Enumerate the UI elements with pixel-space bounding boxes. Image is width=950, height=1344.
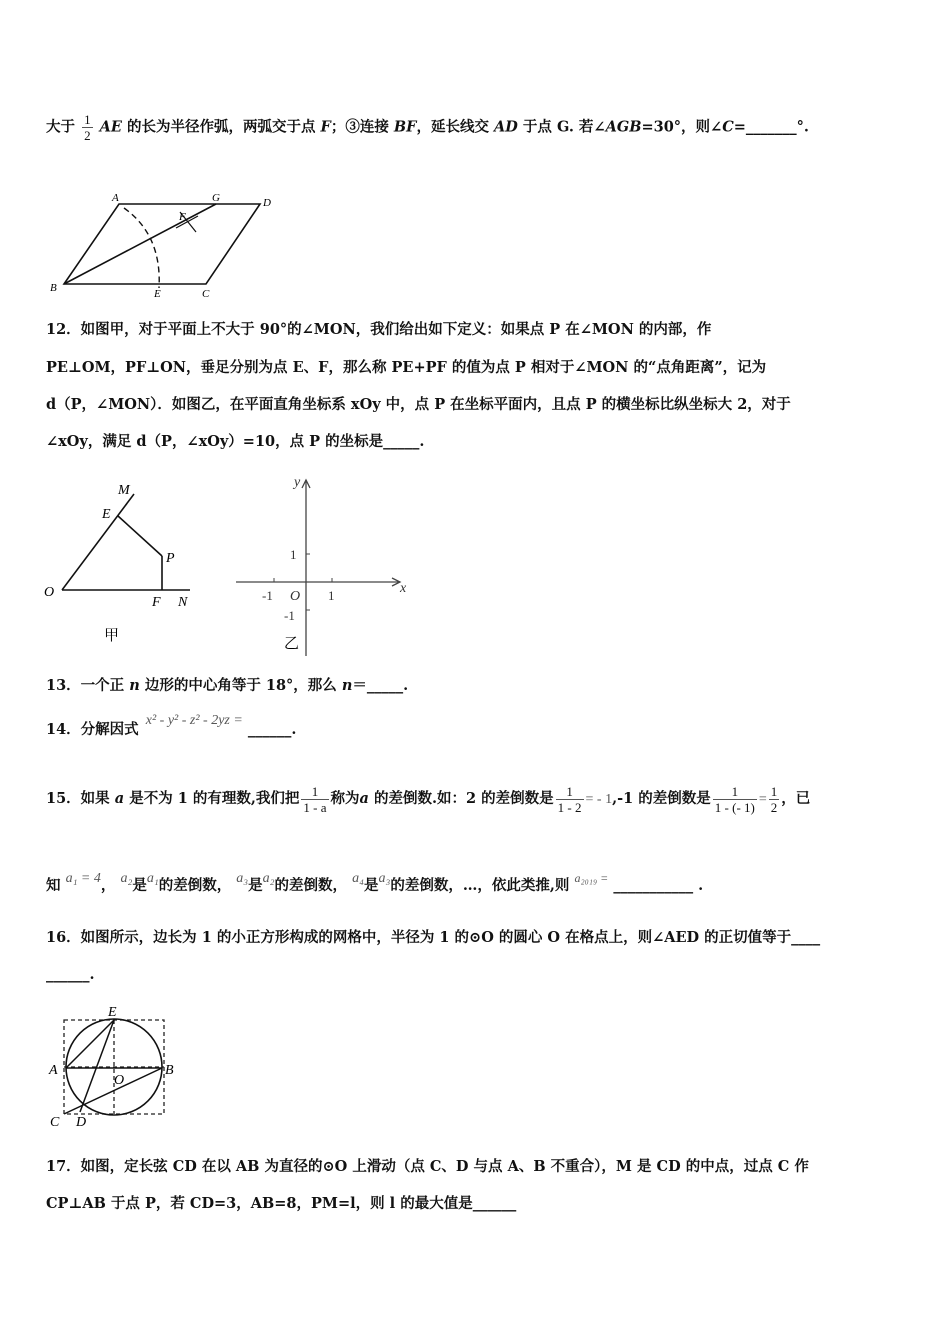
q15-line-1: [46, 774, 810, 824]
label-f: F: [152, 595, 161, 610]
q15-text: 的差倒数，…，依此类推,则: [390, 877, 570, 894]
q11-text-bf: BF: [393, 118, 417, 136]
q13-n: n: [341, 677, 353, 694]
q15-a: a: [114, 790, 125, 807]
q11-text: =30°，则∠: [641, 118, 723, 136]
q11-tail-line: [46, 112, 809, 143]
q11-text: ，延长线交: [416, 118, 495, 136]
label-n: N: [178, 595, 188, 610]
q11-text-c: C: [722, 118, 734, 136]
q15-text: ，: [100, 877, 116, 894]
label-e: E: [154, 288, 161, 300]
q13-answer-blank: ＝_____.: [352, 677, 409, 694]
frac-den: 2: [770, 799, 778, 815]
q11-text: 于点 G. 若∠: [517, 118, 606, 136]
q15-text: 的差倒数，: [274, 877, 348, 894]
q13-text: 13．一个正: [46, 677, 130, 694]
q15-text: 是不为 1 的有理数,我们把: [124, 790, 300, 807]
label-c: C: [50, 1115, 60, 1130]
q15-frac-example-neg1: [713, 784, 757, 815]
q15-text: 的差倒数.如：2 的差倒数是: [368, 790, 554, 807]
q11-text-f: F: [320, 118, 331, 136]
q11-answer-blank: =_______°.: [733, 118, 809, 136]
q15-text: 称为: [330, 790, 360, 807]
q15-a3: a₃: [236, 871, 249, 886]
q15-a1-eq: a₁ = 4: [65, 871, 101, 886]
label-e: E: [102, 507, 111, 522]
label-f: F: [179, 211, 186, 223]
frac-den: 1 - (- 1): [714, 799, 755, 815]
label-g: G: [212, 192, 220, 204]
label-1-x: 1: [328, 588, 335, 603]
q15-frac-reciprocal: [301, 784, 328, 815]
label-1-y: 1: [290, 547, 297, 562]
label-o: O: [44, 585, 55, 600]
label-c: C: [202, 288, 210, 300]
q15-eq: =: [758, 792, 767, 807]
q14-answer-blank: ______.: [247, 721, 297, 738]
q15-eq-neg1: = - 1: [585, 792, 613, 807]
label-x: x: [400, 581, 407, 596]
q17-line-1: 17．如图，定长弦 CD 在以 AB 为直径的⊙O 上滑动（点 C、D 与点 A、B 不重合），M 是 CD 的中点，过点 C 作: [46, 1158, 809, 1175]
q15-a2: a₂: [120, 871, 133, 886]
frac-num: 1: [301, 784, 328, 800]
segment-bc: [64, 1068, 162, 1114]
q15-a2019: a₂₀₁₉ =: [574, 871, 609, 885]
q17-line-2: CP⊥AB 于点 P，若 CD=3，AB=8，PM=l，则 l 的最大值是______: [46, 1195, 517, 1212]
q16-line-2: ______.: [46, 966, 95, 983]
q12-figure-jia: [40, 476, 210, 648]
q15-answer-blank: ___________ .: [613, 877, 704, 894]
frac-num: 1: [556, 784, 584, 800]
frac-num: 1: [713, 784, 757, 800]
q13-text: 边形的中心角等于 18°，那么: [139, 677, 342, 694]
q15-text: 知: [46, 877, 61, 894]
frac-den: 1 - a: [303, 799, 327, 815]
q13-n: n: [129, 677, 140, 694]
q12-line-3: d（P，∠MON）．如图乙，在平面直角坐标系 xOy 中，点 P 在坐标平面内，且点 P 的横坐标比纵坐标大 2，对于: [46, 396, 791, 413]
label-d: D: [76, 1115, 87, 1130]
q12-figure-yi: [228, 470, 418, 660]
label-d: D: [263, 197, 271, 209]
q11-text-ad: AD: [494, 118, 518, 136]
q15-a: a: [359, 790, 369, 807]
q15-frac-half: [769, 784, 780, 815]
q12-line-1: 12．如图甲，对于平面上不大于 90°的∠MON，我们给出如下定义：如果点 P 在∠MON 的内部，作: [46, 321, 712, 338]
q14-label: 14．分解因式: [46, 721, 139, 738]
q15-line-2: [46, 871, 704, 897]
q11-before-frac: 大于: [46, 118, 75, 136]
q11-text-ae: AE: [99, 118, 122, 136]
q15-a3: a₃: [378, 871, 391, 886]
q11-frac-den: 2: [84, 128, 91, 143]
label-o: O: [290, 589, 301, 604]
q15-a1: a₁: [146, 871, 159, 886]
q11-text: ；③连接: [330, 118, 394, 136]
label-a: A: [49, 1063, 58, 1078]
label-a: A: [112, 192, 119, 204]
parallelogram-abcd: [64, 204, 260, 284]
q15-a2: a₂: [262, 871, 275, 886]
q13-line: [46, 676, 408, 696]
q15-text: 15．如果: [46, 790, 115, 807]
q15-a4: a₄: [352, 871, 364, 886]
label-neg1-y: -1: [284, 608, 295, 623]
q15-text: ,-1 的差倒数是: [612, 790, 711, 807]
frac-den: 1 - 2: [557, 799, 582, 815]
segment-ea: [66, 1020, 114, 1068]
q14-expression: x² - y² - z² - 2yz =: [145, 713, 243, 728]
q15-text: 是: [248, 877, 263, 894]
label-y: y: [294, 475, 301, 490]
q11-text-agb: AGB: [605, 118, 642, 136]
q12-line-2: PE⊥OM，PF⊥ON，垂足分别为点 E、F，那么称 PE+PF 的值为点 P 相对于∠MON 的“点角距离”，记为: [46, 359, 767, 376]
q11-half-fraction: [82, 112, 93, 143]
q15-text: 是: [363, 877, 379, 894]
q15-text: 的差倒数，: [158, 877, 232, 894]
label-neg1-x: -1: [262, 588, 273, 603]
label-m: M: [118, 483, 130, 498]
q11-parallelogram-figure: [44, 190, 284, 302]
q14-line: [46, 713, 297, 738]
q11-frac-num: 1: [84, 112, 91, 127]
q11-text: 的长为半径作弧，两弧交于点: [121, 118, 321, 136]
label-p: P: [166, 551, 175, 566]
label-o: O: [114, 1073, 125, 1088]
q16-circle-grid-figure: [44, 1000, 184, 1132]
ray-om: [62, 494, 134, 590]
q12-line-4: ∠xOy，满足 d（P，∠xOy）=10，点 P 的坐标是_____.: [46, 433, 425, 450]
q16-line-1: 16．如图所示，边长为 1 的小正方形构成的网格中，半径为 1 的⊙O 的圆心 O 在格点上，则∠AED 的正切值等于____: [46, 929, 821, 946]
label-b: B: [165, 1063, 174, 1078]
q15-text: 是: [132, 877, 147, 894]
arc-dashed: [124, 208, 159, 288]
label-b: B: [50, 282, 57, 294]
caption-yi: 乙: [284, 636, 300, 652]
segment-pe: [118, 516, 162, 556]
frac-num: 1: [770, 783, 778, 799]
q15-text: ，已: [781, 790, 811, 807]
segment-bg: [64, 204, 216, 284]
q15-frac-example-2: [556, 784, 584, 815]
label-e: E: [108, 1005, 117, 1020]
caption-jia: 甲: [104, 628, 120, 644]
